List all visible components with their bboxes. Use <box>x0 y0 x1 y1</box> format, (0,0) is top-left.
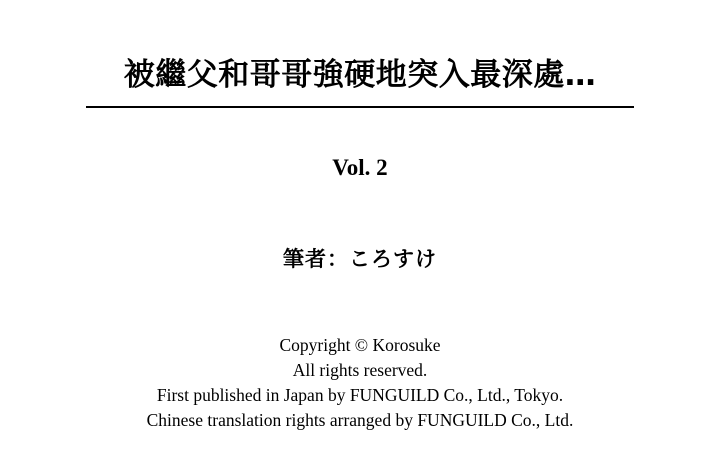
copyright-line: Copyright © Korosuke <box>279 335 441 355</box>
title-block <box>0 58 720 108</box>
author-credit: 筆者：ころすけ <box>283 247 437 271</box>
rights-reserved-line: All rights reserved. <box>292 359 428 380</box>
author-block <box>0 243 720 273</box>
translation-rights-line: Chinese translation rights arranged by FUNGUILD Co., Ltd. <box>146 409 574 430</box>
volume-label: Vol. 2 <box>332 155 388 180</box>
volume-block <box>0 155 720 181</box>
colophon-block <box>0 333 720 432</box>
title-divider <box>86 106 634 108</box>
first-published-line: First published in Japan by FUNGUILD Co., Ltd., Tokyo. <box>156 384 564 405</box>
page-title: 被繼父和哥哥強硬地突入最深處… <box>123 57 597 93</box>
